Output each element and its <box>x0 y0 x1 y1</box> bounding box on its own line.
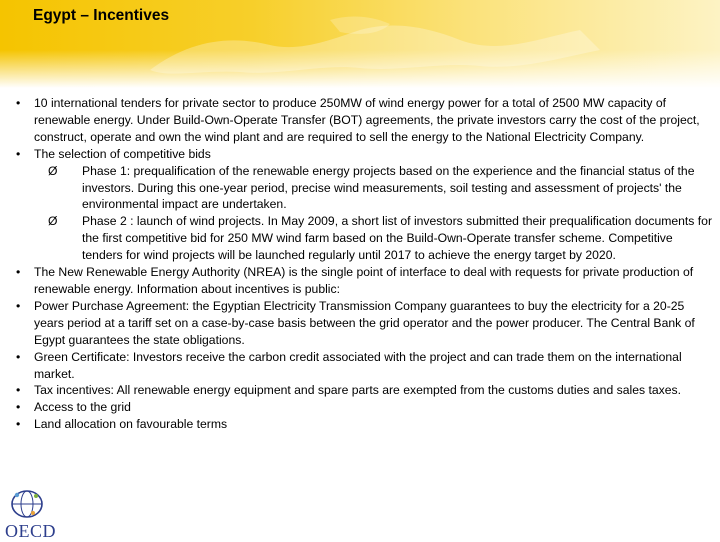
sub-list-item-text: Phase 1: prequalification of the renewable energy projects based on the experience and the financial status of the investors. During this one-year period, precise wind measurements, soil testing and assessment of projects' the environmental impact are undertaken. <box>82 163 695 212</box>
list-item <box>14 349 714 383</box>
bullet-marker: • <box>16 349 21 364</box>
sub-list-item <box>14 213 714 264</box>
bullet-marker: • <box>16 96 21 110</box>
list-item-text: Land allocation on favourable terms <box>34 417 228 432</box>
list-item-text: Tax incentives: All renewable energy equipment and spare parts are exempted from the customs duties and sales taxes. <box>34 383 681 398</box>
bullet-marker: • <box>16 265 21 280</box>
bullet-marker: • <box>16 400 21 415</box>
arrow-bullet-icon: Ø <box>48 163 58 178</box>
list-item-text: The New Renewable Energy Authority (NREA) is the single point of interface to deal with requests for private production of renewable energy. Information about incentives is public: <box>34 265 694 296</box>
list-item-text: Power Purchase Agreement: the Egyptian Electricity Transmission Company guarantees to buy the electricity for a 20-25 years period at a tariff set on a case-by-case basis between the grid operator and the power producer. The Central Bank of Egypt guarantees the state obligations. <box>34 298 695 347</box>
sub-list-item <box>14 163 714 214</box>
oecd-logo-text: OECD <box>5 521 56 541</box>
arrow-bullet-icon: Ø <box>48 214 58 229</box>
bullet-marker: • <box>16 383 21 398</box>
bullet-marker: • <box>16 146 21 161</box>
list-item <box>14 416 714 433</box>
sub-list-item-text: Phase 2 : launch of wind projects. In May 2009, a short list of investors submitted their prequalification documents for the first competitive bid for 250 MW wind farm based on the Build-Own-Operate transfer scheme. Competitive tenders for wind projects will be launched regularly until 2017 to achieve the energy target by 2020. <box>82 214 713 263</box>
list-item-text: Access to the grid <box>34 400 131 415</box>
list-item <box>14 264 714 298</box>
list-item-text: Green Certificate: Investors receive the carbon credit associated with the project and can trade them on the international market. <box>34 349 682 381</box>
list-item <box>14 95 714 146</box>
list-item <box>14 382 714 399</box>
list-item <box>14 298 714 349</box>
list-item <box>14 146 714 163</box>
list-item <box>14 399 714 416</box>
bullet-marker: • <box>16 417 21 432</box>
bullet-list <box>14 95 714 433</box>
list-item-text: The selection of competitive bids <box>34 146 211 161</box>
page-title: Egypt – Incentives <box>33 7 170 24</box>
list-item-text: 10 international tenders for private sector to produce 250MW of wind energy power for a total of 2500 MW capacity of renewable energy. Under Build-Own-Operate Transfer (BOT) agreements, the private investors carry the cost of the project, construct, operate and own the wind plant and are required to sell the energy to the National Electricity Company. <box>34 96 700 144</box>
bullet-marker: • <box>16 298 21 313</box>
